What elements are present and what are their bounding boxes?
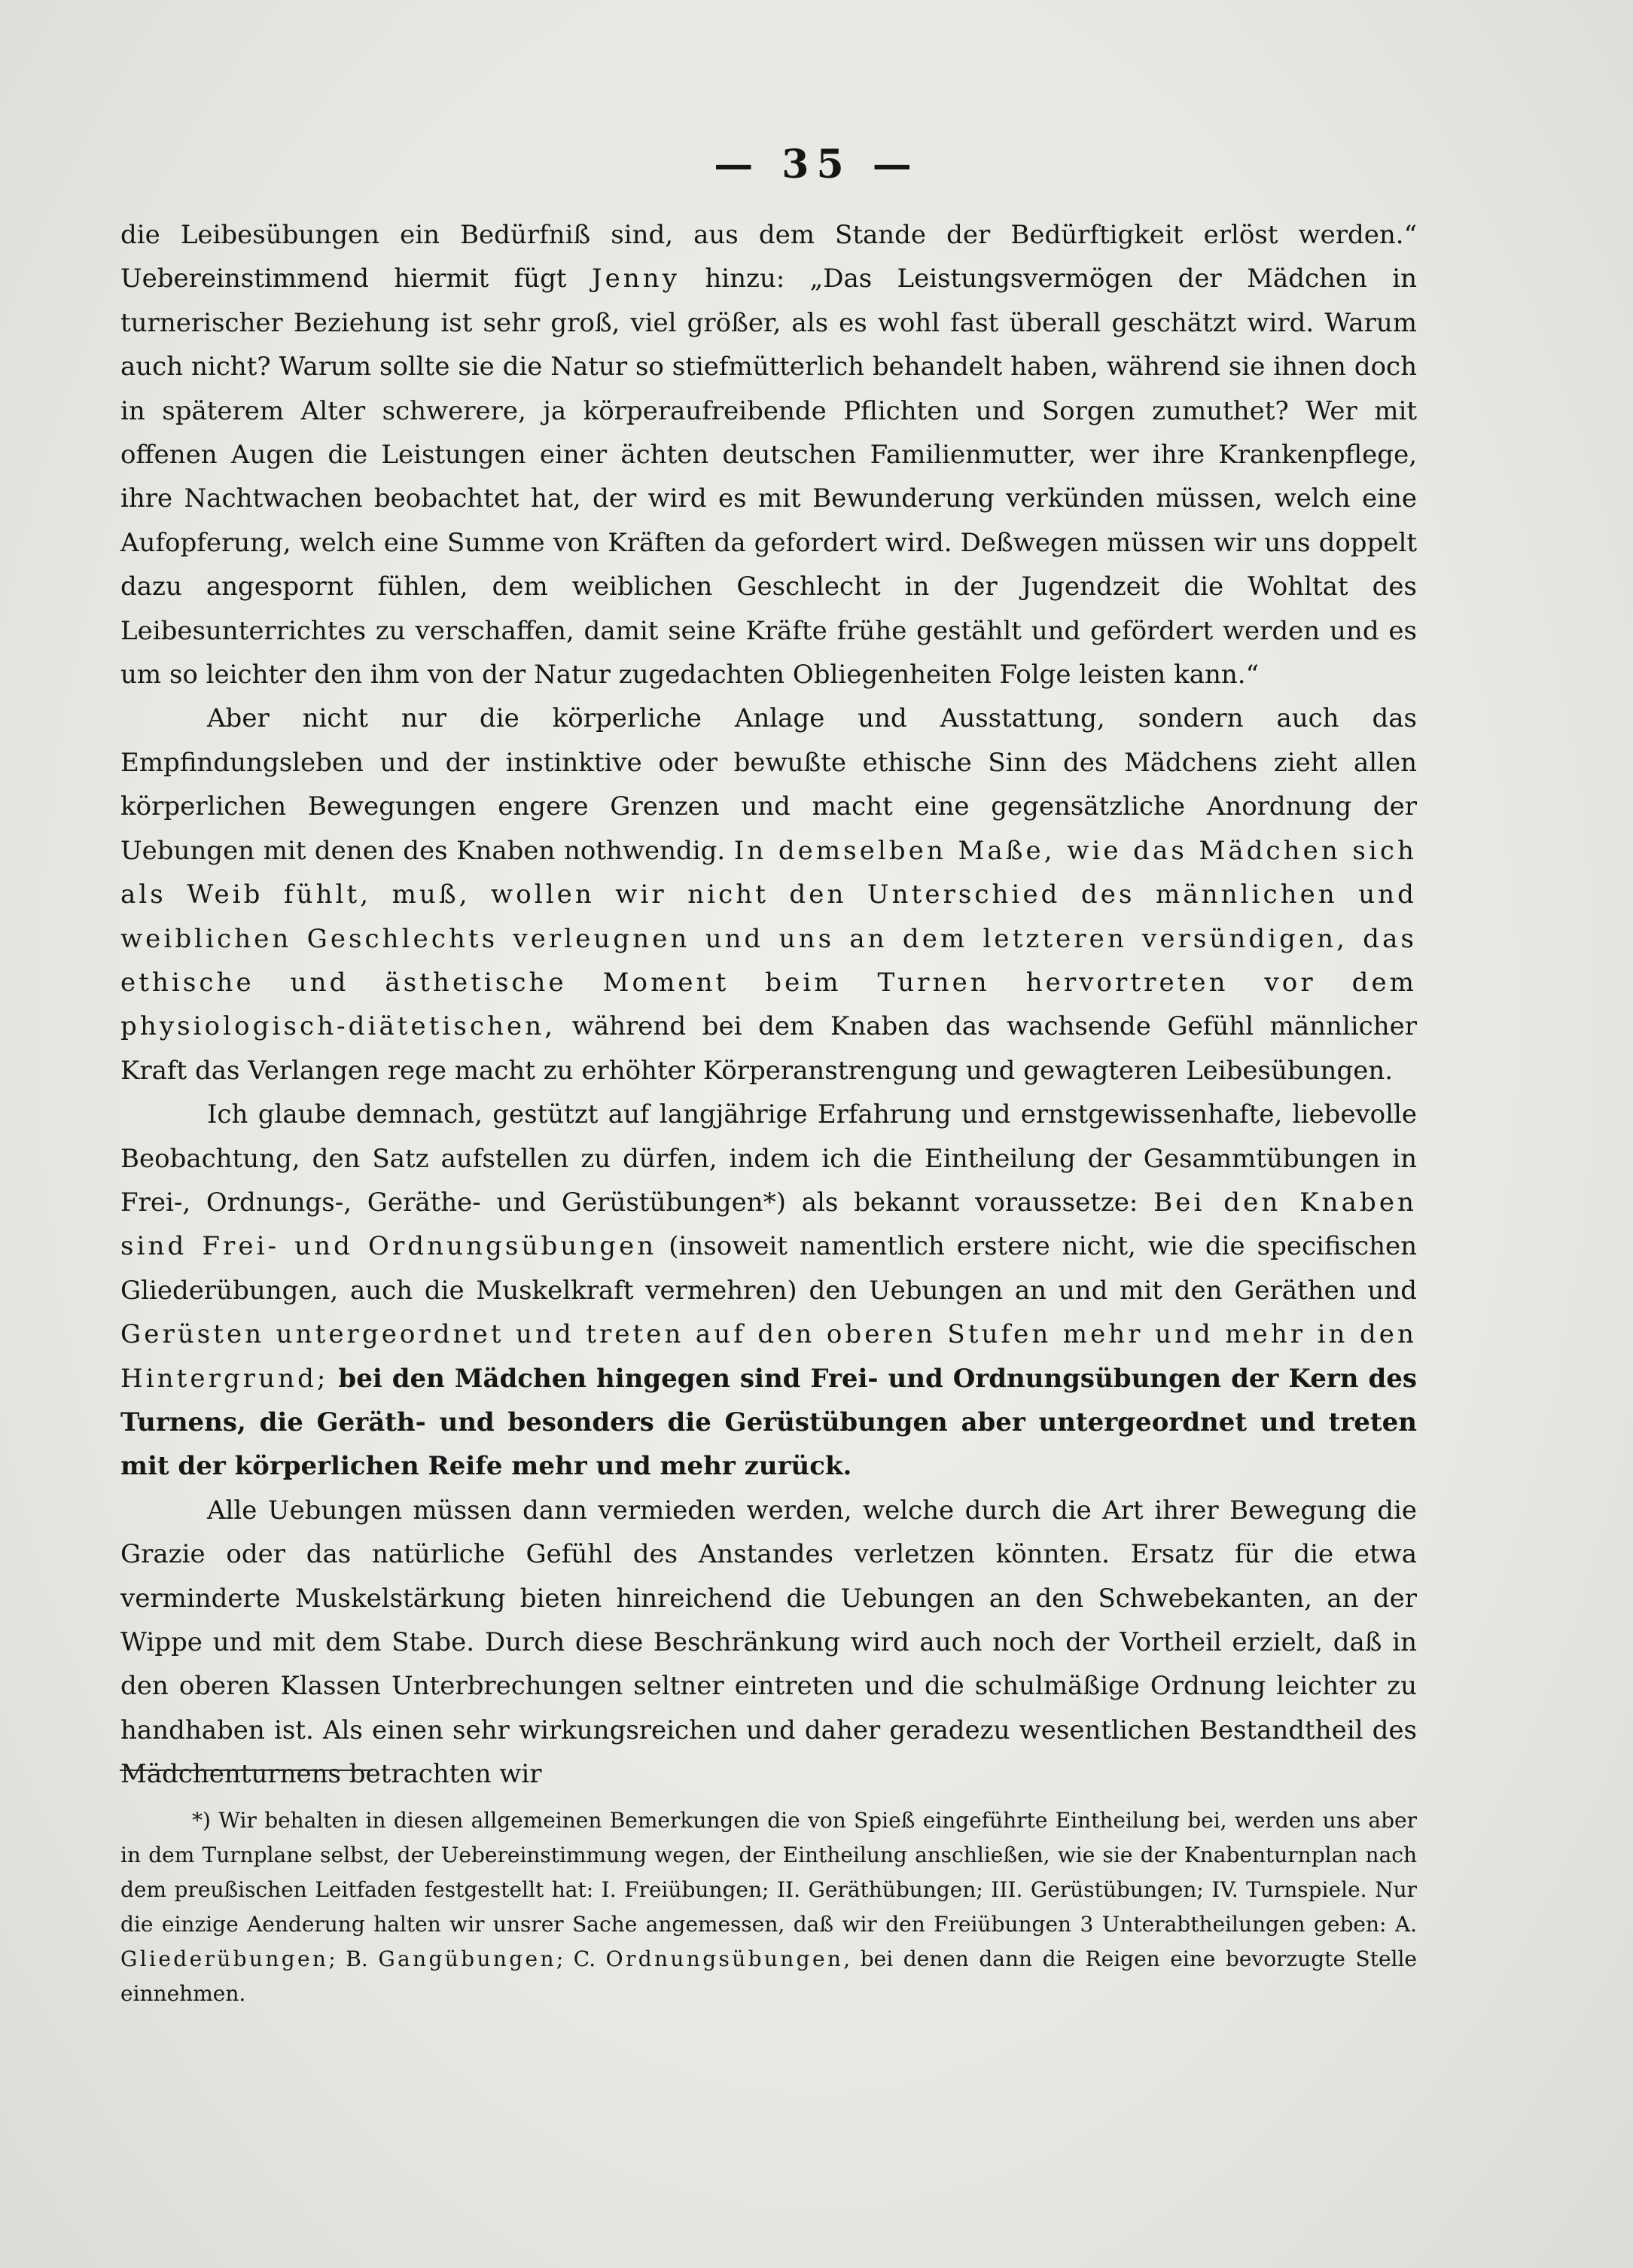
paragraph-3-text-b: (insoweit namentlich erstere nicht, wie die specifischen Gliederübungen, auch die Muskelkraft vermehren) den Uebungen an und mit den Geräthen und	[120, 1231, 1418, 1306]
footnote-term-gangubungen: Gangübungen	[378, 1946, 556, 1971]
footnote-term-gliederuebungen: Gliederübungen	[120, 1946, 329, 1971]
footnote-text-c: ; C.	[556, 1946, 606, 1971]
main-text	[120, 213, 1417, 1797]
paragraph-2-spaced-emphasis: In demselben Maße, wie das Mädchen sich als Weib fühlt, muß, wollen wir nicht den Unterschied des männlichen und weiblichen Geschlechts verleugnen und uns an dem letzteren versündigen, das ethische und ästhetische Moment beim Turnen hervortreten vor dem physiologisch-diätetischen,	[120, 835, 1417, 1042]
paragraph-2-text-b: während bei dem Knaben das wachsende Gefühl männlicher Kraft das Verlangen rege macht zu erhöhter Körperanstrengung und gewagteren Leibesübungen.	[120, 1011, 1417, 1086]
paragraph-4-text: Alle Uebungen müssen dann vermieden werden, welche durch die Art ihrer Bewegung die Grazie oder das natürliche Gefühl des Anstandes verletzen könnten. Ersatz für die etwa verminderte Muskelstärkung bieten hinreichend die Uebungen an den Schwebekanten, an der Wippe und mit dem Stabe. Durch diese Beschränkung wird auch noch der Vortheil erzielt, daß in den oberen Klassen Unterbrechungen seltner eintreten und die schulmäßige Ordnung leichter zu handhaben ist. Als einen sehr wirkungsreichen und daher geradezu wesentlichen Bestandtheil des Mädchenturnens betrachten wir	[120, 1495, 1417, 1790]
paragraph-1	[120, 213, 1417, 697]
paragraph-2	[120, 697, 1417, 1093]
paragraph-3-spaced-emphasis-2: Gerüsten untergeordnet und treten auf den oberen Stufen mehr und mehr in den Hintergrund;	[120, 1319, 1417, 1394]
paragraph-2-text-a: Aber nicht nur die körperliche Anlage und Ausstattung, sondern auch das Empfindungsleben und der instinktive oder bewußte ethische Sinn des Mädchens zieht allen körperlichen Bewegungen engere Grenzen und macht eine gegensätzliche Anordnung der Uebungen mit denen des Knaben nothwendig.	[120, 703, 1417, 866]
footnote	[120, 1803, 1417, 2011]
footnote-separator	[120, 1770, 373, 1771]
footnote-paragraph	[120, 1803, 1417, 2011]
page-number: — 35 —	[714, 142, 919, 187]
paragraph-3-text-a: Ich glaube demnach, gestützt auf langjährige Erfahrung und ernstgewissenhafte, liebevolle Beobachtung, den Satz aufstellen zu dürfen, indem ich die Eintheilung der Gesammtübungen in Frei-, Ordnungs-, Geräthe- und Gerüstübungen*) als bekannt voraussetze:	[120, 1099, 1417, 1218]
paragraph-3-bold-thesis: bei den Mädchen hingegen sind Frei- und Ordnungsübungen der Kern des Turnens, die Geräth- und besonders die Gerüstübungen aber untergeordnet und treten mit der körperlichen Reife mehr und mehr zurück.	[120, 1363, 1417, 1482]
paragraph-1-name-jenny: Jenny	[591, 264, 681, 294]
paragraph-3-spaced-emphasis-1: Bei den Knaben sind Frei- und Ordnungsübungen	[120, 1187, 1417, 1262]
paragraph-3	[120, 1093, 1417, 1489]
paragraph-4	[120, 1489, 1417, 1797]
footnote-text-a: *) Wir behalten in diesen allgemeinen Bemerkungen die von Spieß eingeführte Eintheilung bei, werden uns aber in dem Turnplane selbst, der Uebereinstimmung wegen, der Eintheilung anschließen, wie sie der Knabenturnplan nach dem preußischen Leitfaden festgestellt hat: I. Freiübungen; II. Geräthübungen; III. Gerüstübungen; IV. Turnspiele. Nur die einzige Aenderung halten wir unsrer Sache angemessen, daß wir den Freiübungen 3 Unterabtheilungen geben: A.	[120, 1808, 1417, 1937]
paragraph-1-text-b: hinzu: „Das Leistungsvermögen der Mädchen in turnerischer Beziehung ist sehr groß, viel größer, als es wohl fast überall geschätzt wird. Warum auch nicht? Warum sollte sie die Natur so stiefmütterlich behandelt haben, während sie ihnen doch in späterem Alter schwerere, ja körperaufreibende Pflichten und Sorgen zumuthet? Wer mit offenen Augen die Leistungen einer ächten deutschen Familienmutter, wer ihre Krankenpflege, ihre Nachtwachen beobachtet hat, der wird es mit Bewunderung verkünden müssen, welch eine Aufopferung, welch eine Summe von Kräften da gefordert wird. Deßwegen müssen wir uns doppelt dazu angespornt fühlen, dem weiblichen Geschlecht in der Jugendzeit die Wohltat des Leibesunterrichtes zu verschaffen, damit seine Kräfte frühe gestählt und gefördert werden und es um so leichter den ihm von der Natur zugedachten Obliegenheiten Folge leisten kann.“	[120, 264, 1418, 690]
footnote-text-b: ; B.	[328, 1946, 379, 1971]
footnote-text-d: , bei denen dann die Reigen eine bevorzugte Stelle einnehmen.	[120, 1946, 1417, 2006]
paragraph-1-text-a: die Leibesübungen ein Bedürfniß sind, aus dem Stande der Bedürftigkeit erlöst werden.“ Uebereinstimmend hiermit fügt	[120, 220, 1417, 294]
footnote-term-ordnungsuebungen: Ordnungsübungen	[605, 1946, 844, 1971]
